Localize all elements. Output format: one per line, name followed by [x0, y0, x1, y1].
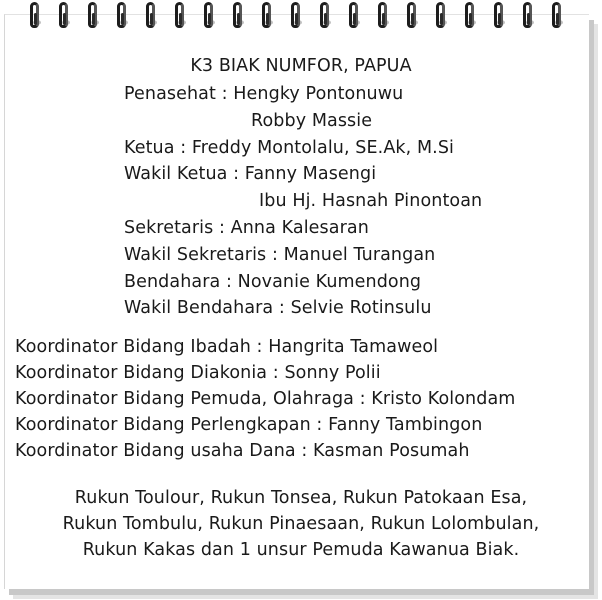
binding-ring — [436, 2, 445, 28]
spiral-binding — [0, 0, 602, 36]
ketua-line: Ketua : Freddy Montolalu, SE.Ak, M.Si — [124, 138, 454, 158]
wakil-bendahara-line: Wakil Bendahara : Selvie Rotinsulu — [124, 298, 432, 318]
koordinator-pemuda-line: Koordinator Bidang Pemuda, Olahraga : Kristo Kolondam — [15, 389, 516, 409]
penasehat-line-2: Robby Massie — [251, 111, 373, 131]
binding-ring — [291, 2, 300, 28]
binding-ring — [320, 2, 329, 28]
binding-ring — [262, 2, 271, 28]
rukun-line-3: Rukun Kakas dan 1 unsur Pemuda Kawanua Biak. — [82, 540, 520, 560]
binding-ring — [523, 2, 532, 28]
binding-ring — [146, 2, 155, 28]
binding-ring — [465, 2, 474, 28]
sekretaris-line: Sekretaris : Anna Kalesaran — [124, 218, 369, 238]
binding-ring — [30, 2, 39, 28]
koordinator-usaha-dana-line: Koordinator Bidang usaha Dana : Kasman Posumah — [15, 441, 470, 461]
bendahara-line: Bendahara : Novanie Kumendong — [124, 272, 422, 292]
binding-ring — [552, 2, 561, 28]
binding-ring — [494, 2, 503, 28]
binding-ring — [204, 2, 213, 28]
binding-ring — [88, 2, 97, 28]
koordinator-ibadah-line: Koordinator Bidang Ibadah : Hangrita Tamaweol — [15, 337, 439, 357]
rukun-line-2: Rukun Tombulu, Rukun Pinaesaan, Rukun Lolombulan, — [62, 514, 540, 534]
page-title: K3 BIAK NUMFOR, PAPUA — [190, 56, 412, 76]
wakil-ketua-line-2: Ibu Hj. Hasnah Pinontoan — [259, 191, 483, 211]
binding-ring — [233, 2, 242, 28]
wakil-ketua-line-1: Wakil Ketua : Fanny Masengi — [124, 164, 377, 184]
binding-ring — [407, 2, 416, 28]
binding-ring — [59, 2, 68, 28]
binding-ring — [117, 2, 126, 28]
binding-ring — [378, 2, 387, 28]
koordinator-diakonia-line: Koordinator Bidang Diakonia : Sonny Polii — [15, 363, 381, 383]
penasehat-line-1: Penasehat : Hengky Pontonuwu — [124, 84, 404, 104]
binding-ring — [175, 2, 184, 28]
koordinator-perlengkapan-line: Koordinator Bidang Perlengkapan : Fanny Tambingon — [15, 415, 483, 435]
binding-ring — [349, 2, 358, 28]
rukun-line-1: Rukun Toulour, Rukun Tonsea, Rukun Patokaan Esa, — [74, 488, 528, 508]
wakil-sekretaris-line: Wakil Sekretaris : Manuel Turangan — [124, 245, 436, 265]
